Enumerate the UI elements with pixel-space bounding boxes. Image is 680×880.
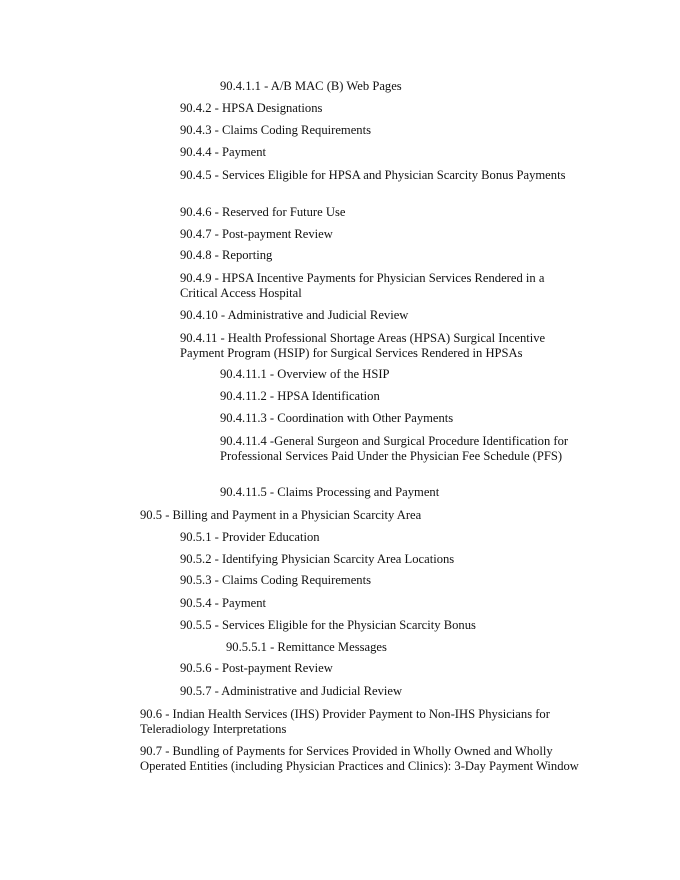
toc-entry-90-4-11-2[interactable]: 90.4.11.2 - HPSA Identification	[220, 389, 380, 403]
toc-entry-90-4-7[interactable]: 90.4.7 - Post-payment Review	[180, 227, 333, 241]
toc-entry-90-4-6[interactable]: 90.4.6 - Reserved for Future Use	[180, 205, 346, 219]
toc-entry-90-5-2[interactable]: 90.5.2 - Identifying Physician Scarcity Area Locations	[180, 552, 455, 566]
toc-entry-90-4-11-1[interactable]: 90.4.11.1 - Overview of the HSIP	[220, 367, 390, 381]
toc-entry-90-4-8[interactable]: 90.4.8 - Reporting	[180, 248, 273, 262]
toc-entry-90-6[interactable]: 90.6 - Indian Health Services (IHS) Provider Payment to Non-IHS Physicians for Teleradiology Interpretations	[140, 707, 553, 736]
toc-entry-90-4-11-5[interactable]: 90.4.11.5 - Claims Processing and Payment	[220, 485, 440, 499]
toc-entry-90-5-7[interactable]: 90.5.7 - Administrative and Judicial Review	[180, 684, 403, 698]
toc-entry-90-4-3[interactable]: 90.4.3 - Claims Coding Requirements	[180, 123, 371, 137]
toc-entry-90-4-11[interactable]: 90.4.11 - Health Professional Shortage Areas (HPSA) Surgical Incentive Payment Program (HSIP) for Surgical Services Rendered in HPSAs	[180, 331, 549, 360]
toc-entry-90-5-6[interactable]: 90.5.6 - Post-payment Review	[180, 661, 333, 675]
toc-entry-90-5-4[interactable]: 90.5.4 - Payment	[180, 596, 267, 610]
toc-entry-90-5-5[interactable]: 90.5.5 - Services Eligible for the Physician Scarcity Bonus	[180, 618, 476, 632]
toc-entry-90-4-10[interactable]: 90.4.10 - Administrative and Judicial Review	[180, 308, 409, 322]
toc-entry-90-5[interactable]: 90.5 - Billing and Payment in a Physician Scarcity Area	[140, 508, 422, 522]
toc-entry-90-4-5[interactable]: 90.4.5 - Services Eligible for HPSA and Physician Scarcity Bonus Payments	[180, 168, 566, 182]
toc-entry-90-7[interactable]: 90.7 - Bundling of Payments for Services Provided in Wholly Owned and Wholly Operated Entities (including Physician Practices and Clinics): 3-Day Payment Window	[140, 744, 579, 773]
toc-entry-90-4-11-4[interactable]: 90.4.11.4 -General Surgeon and Surgical Procedure Identification for Professional Services Paid Under the Physician Fee Schedule (PFS)	[220, 434, 572, 463]
toc-entry-90-4-1-1[interactable]: 90.4.1.1 - A/B MAC (B) Web Pages	[220, 79, 402, 93]
toc-entry-90-5-1[interactable]: 90.5.1 - Provider Education	[180, 530, 320, 544]
toc-entry-90-5-3[interactable]: 90.5.3 - Claims Coding Requirements	[180, 573, 371, 587]
toc-entry-90-5-5-1[interactable]: 90.5.5.1 - Remittance Messages	[226, 640, 387, 654]
toc-entry-90-4-4[interactable]: 90.4.4 - Payment	[180, 145, 267, 159]
toc-entry-90-4-9[interactable]: 90.4.9 - HPSA Incentive Payments for Physician Services Rendered in a Critical Access Hospital	[180, 271, 548, 300]
toc-entry-90-4-2[interactable]: 90.4.2 - HPSA Designations	[180, 101, 323, 115]
toc-entry-90-4-11-3[interactable]: 90.4.11.3 - Coordination with Other Payments	[220, 411, 454, 425]
